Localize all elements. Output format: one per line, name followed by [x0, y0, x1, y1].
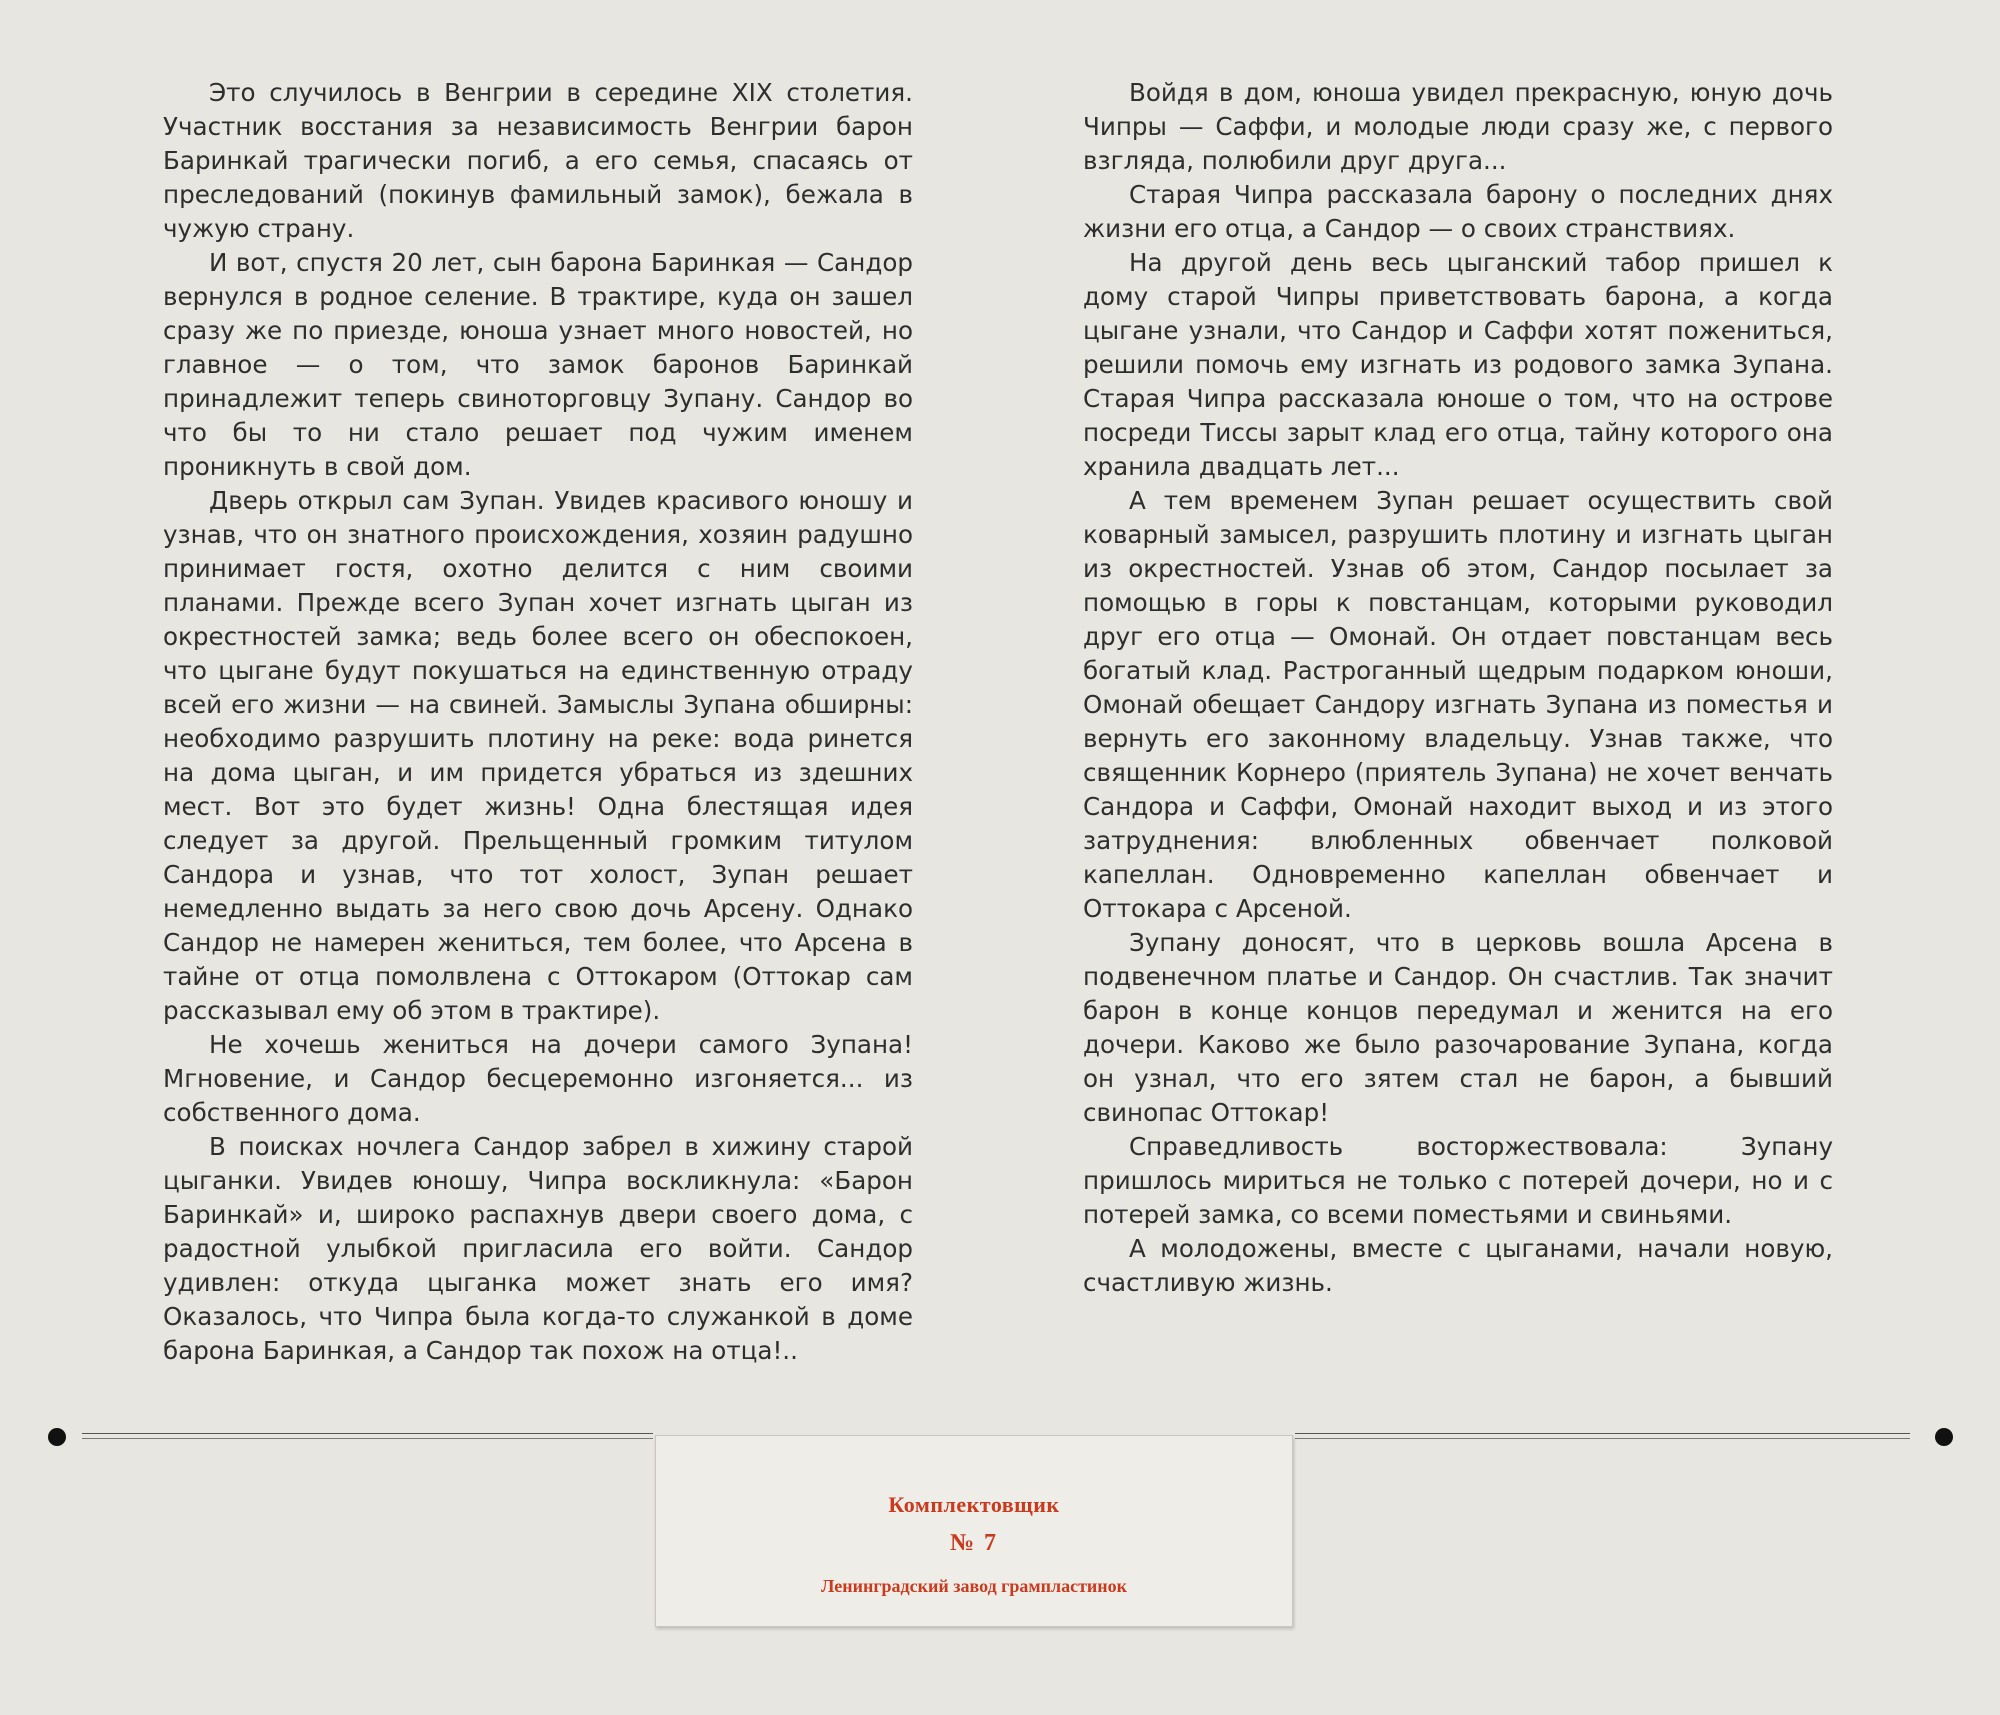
- paragraph: Справедливость восторжествовала: Зупану пришлось мириться не только с потерей дочери, но и с потерей замка, со всеми поместьями и свиньями.: [1083, 1132, 1833, 1229]
- divider-line-left: [82, 1433, 653, 1439]
- inspector-number: № 7: [949, 1530, 999, 1556]
- paragraph: Не хочешь жениться на дочери самого Зупана! Мгновение, и Сандор бесцеремонно изгоняется... из собственного дома.: [163, 1030, 913, 1127]
- left-text-column: [163, 76, 913, 1368]
- inspector-title: Комплектовщик: [888, 1492, 1060, 1517]
- divider-line-right: [1295, 1433, 1910, 1439]
- paragraph: Зупану доносят, что в церковь вошла Арсена в подвенечном платье и Сандор. Он счастлив. Так значит барон в конце концов передумал и женится на его дочери. Каково же было разочарование Зупана, когда он узнал, что его зятем стал не барон, а бывший свинопас Оттокар!: [1083, 928, 1833, 1127]
- right-text-column: [1083, 76, 1833, 1300]
- paragraph: Дверь открыл сам Зупан. Увидев красивого юношу и узнав, что он знатного происхождения, хозяин радушно принимает гостя, охотно делится с ним своими планами. Прежде всего Зупан хочет изгнать цыган из окрестностей замка; ведь более всего он обеспокоен, что цыгане будут покушаться на единственную отраду всей его жизни — на свиней. Замыслы Зупана обширны: необходимо разрушить плотину на реке: вода ринется на дома цыган, и им придется убраться из здешних мест. Вот это будет жизнь! Одна блестящая идея следует за другой. Прельщенный громким титулом Сандора и узнав, что тот холост, Зупан решает немедленно выдать за него свою дочь Арсену. Однако Сандор не намерен жениться, тем более, что Арсена в тайне от отца помолвлена с Оттокаром (Оттокар сам рассказывал ему об этом в трактире).: [163, 486, 913, 1025]
- paragraph: На другой день весь цыганский табор пришел к дому старой Чипры приветствовать барона, а когда цыгане узнали, что Сандор и Саффи хотят пожениться, решили помочь ему изгнать из родового замка Зупана. Старая Чипра рассказала юноше о том, что на острове посреди Тиссы зарыт клад его отца, тайну которого она хранила двадцать лет...: [1083, 248, 1833, 481]
- punch-hole-left: [48, 1428, 66, 1446]
- paragraph: Старая Чипра рассказала барону о последних днях жизни его отца, а Сандор — о своих странствиях.: [1083, 180, 1833, 243]
- inspector-slip: [655, 1435, 1293, 1627]
- paragraph: А тем временем Зупан решает осуществить свой коварный замысел, разрушить плотину и изгнать цыган из окрестностей. Узнав об этом, Сандор посылает за помощью в горы к повстанцам, которыми руководил друг его отца — Омонай. Он отдает повстанцам весь богатый клад. Растроганный щедрым подарком юноши, Омонай обещает Сандору изгнать Зупана из поместья и вернуть его законному владельцу. Узнав также, что священник Корнеро (приятель Зупана) не хочет венчать Сандора и Саффи, Омонай находит выход и из этого затруднения: влюбленных обвенчает полковой капеллан. Одновременно капеллан обвенчает и Оттокара с Арсеной.: [1083, 486, 1833, 923]
- paragraph: А молодожены, вместе с цыганами, начали новую, счастливую жизнь.: [1083, 1234, 1833, 1297]
- punch-hole-right: [1935, 1428, 1953, 1446]
- paragraph: В поисках ночлега Сандор забрел в хижину старой цыганки. Увидев юношу, Чипра воскликнула: «Барон Баринкай» и, широко распахнув двери своего дома, с радостной улыбкой пригласила его войти. Сандор удивлен: откуда цыганка может знать его имя? Оказалось, что Чипра была когда-то служанкой в доме барона Баринкая, а Сандор так похож на отца!..: [163, 1132, 913, 1365]
- factory-name: Ленинградский завод грампластинок: [820, 1576, 1128, 1596]
- paragraph: Войдя в дом, юноша увидел прекрасную, юную дочь Чипры — Саффи, и молодые люди сразу же, с первого взгляда, полюбили друг друга...: [1083, 78, 1833, 175]
- paragraph: Это случилось в Венгрии в середине XIX столетия. Участник восстания за независимость Венгрии барон Баринкай трагически погиб, а его семья, спасаясь от преследований (покинув фамильный замок), бежала в чужую страну.: [163, 78, 913, 243]
- paragraph: И вот, спустя 20 лет, сын барона Баринкая — Сандор вернулся в родное селение. В трактире, куда он зашел сразу же по приезде, юноша узнает много новостей, но главное — о том, что замок баронов Баринкай принадлежит теперь свиноторговцу Зупану. Сандор во что бы то ни стало решает под чужим именем проникнуть в свой дом.: [163, 248, 913, 481]
